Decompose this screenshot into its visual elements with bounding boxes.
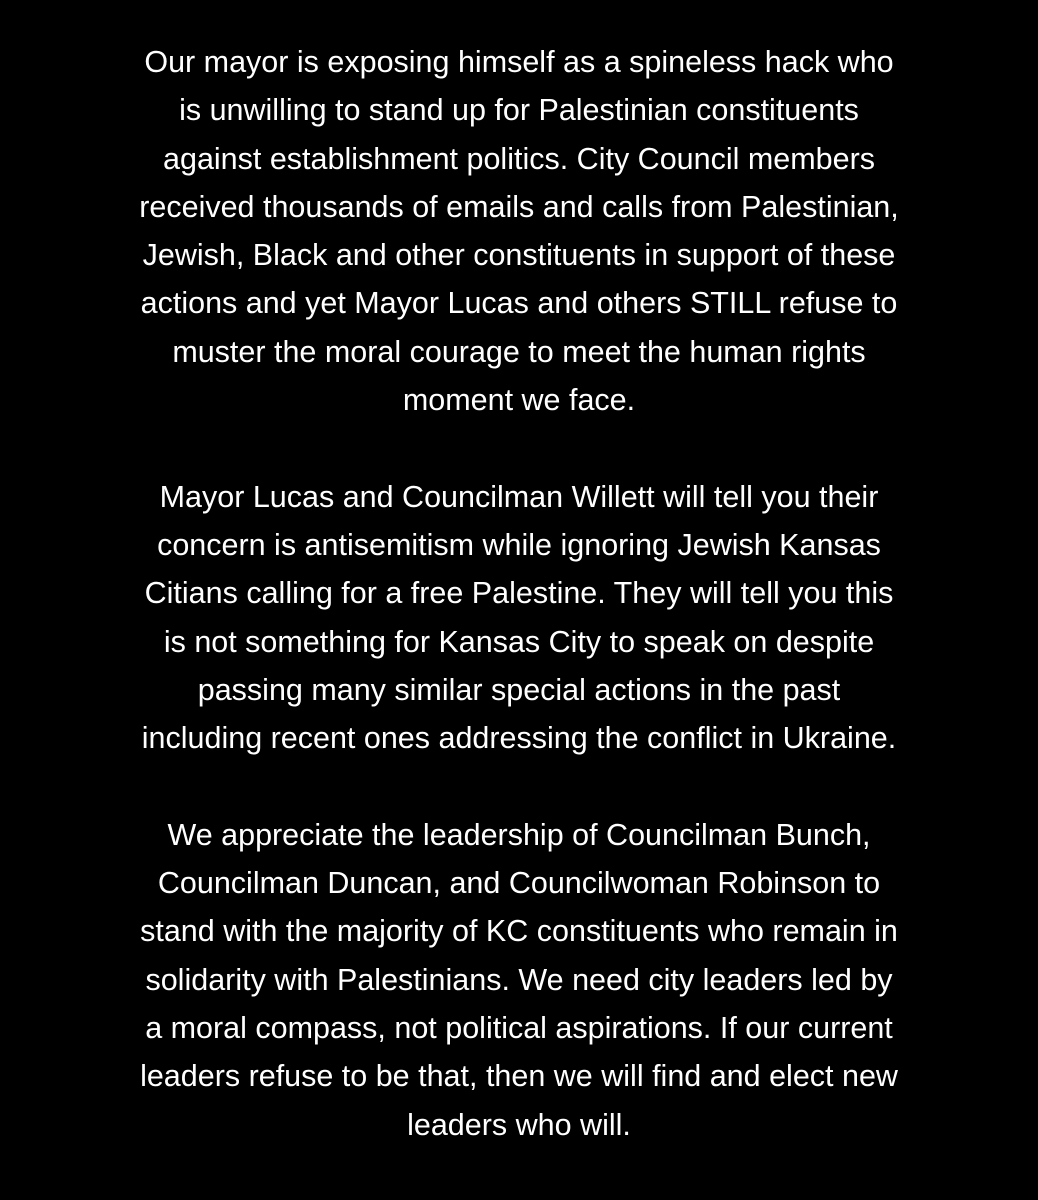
paragraph-line: stand with the majority of KC constituents who remain in xyxy=(140,914,898,949)
paragraph-line: muster the moral courage to meet the human rights xyxy=(172,334,866,369)
paragraph-line: received thousands of emails and calls from Palestinian, xyxy=(139,189,899,224)
paragraph-line: leaders who will. xyxy=(407,1107,631,1142)
statement-text xyxy=(60,38,978,1149)
paragraph-line: against establishment politics. City Council members xyxy=(163,141,875,176)
paragraph-line: concern is antisemitism while ignoring Jewish Kansas xyxy=(157,527,881,562)
paragraph-line: Citians calling for a free Palestine. They will tell you this xyxy=(144,576,894,611)
paragraph-line: Our mayor is exposing himself as a spineless hack who xyxy=(144,45,894,79)
paragraph-line: Jewish, Black and other constituents in support of these xyxy=(142,238,896,273)
paragraph-line: actions and yet Mayor Lucas and others STILL refuse to xyxy=(140,286,898,321)
paragraph-line: a moral compass, not political aspirations. If our current xyxy=(145,1010,893,1045)
paragraph-line: leaders refuse to be that, then we will find and elect new xyxy=(140,1059,898,1094)
paragraph-line: is unwilling to stand up for Palestinian constituents xyxy=(179,93,859,128)
paragraph-line: including recent ones addressing the conflict in Ukraine. xyxy=(141,721,897,756)
paragraph-spacer xyxy=(60,424,978,472)
paragraph-line: is not something for Kansas City to speak on despite xyxy=(163,624,875,659)
paragraph-line: solidarity with Palestinians. We need city leaders led by xyxy=(145,962,893,997)
paragraph-2 xyxy=(60,473,978,763)
paragraph-line: passing many similar special actions in the past xyxy=(197,672,841,707)
paragraph-line: We appreciate the leadership of Councilman Bunch, xyxy=(167,817,871,852)
paragraph-line: moment we face. xyxy=(402,383,636,418)
paragraph-line: Councilman Duncan, and Councilwoman Robinson to xyxy=(157,866,881,901)
paragraph-3 xyxy=(60,811,978,1149)
paragraph-line: Mayor Lucas and Councilman Willett will tell you their xyxy=(159,479,879,514)
paragraph-1 xyxy=(60,38,978,424)
paragraph-spacer xyxy=(60,762,978,810)
